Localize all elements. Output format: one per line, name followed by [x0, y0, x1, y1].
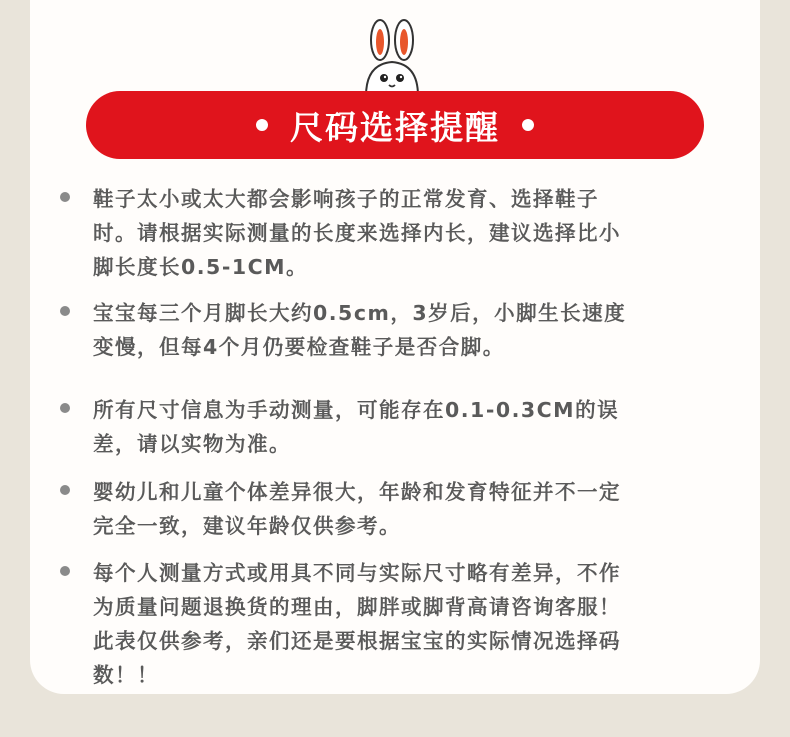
- bullet-icon: [60, 192, 70, 202]
- list-item-text: 所有尺寸信息为手动测量，可能存在0.1-0.3CM的误 差，请以实物为准。: [93, 398, 620, 456]
- list-item: [60, 182, 710, 284]
- bullet-icon: [60, 306, 70, 316]
- banner-dot-right: [522, 119, 534, 131]
- list-item: [60, 296, 710, 364]
- list-item: [60, 393, 710, 461]
- title-banner: [86, 91, 704, 159]
- list-item-text: 婴幼儿和儿童个体差异很大，年龄和发育特征并不一定 完全一致，建议年龄仅供参考。: [93, 480, 621, 538]
- list-item-text: 鞋子太小或太大都会影响孩子的正常发育、选择鞋子 时。请根据实际测量的长度来选择内长，建议选择比小 脚长度长0.5-1CM。: [93, 187, 621, 279]
- list-item-text: 每个人测量方式或用具不同与实际尺寸略有差异，不作 为质量问题退换货的理由，脚胖或脚背高请咨询客服！ 此表仅供参考，亲们还是要根据宝宝的实际情况选择码 数！！: [93, 561, 621, 687]
- rabbit-mascot-icon: [352, 18, 432, 98]
- page-title: 尺码选择提醒: [290, 107, 500, 147]
- banner-dot-left: [256, 119, 268, 131]
- bullet-icon: [60, 403, 70, 413]
- bullet-icon: [60, 566, 70, 576]
- list-item-text: 宝宝每三个月脚长大约0.5cm，3岁后，小脚生长速度 变慢，但每4个月仍要检查鞋子是否合脚。: [93, 301, 627, 359]
- list-item: [60, 475, 710, 543]
- list-item: [60, 556, 710, 692]
- bullet-icon: [60, 485, 70, 495]
